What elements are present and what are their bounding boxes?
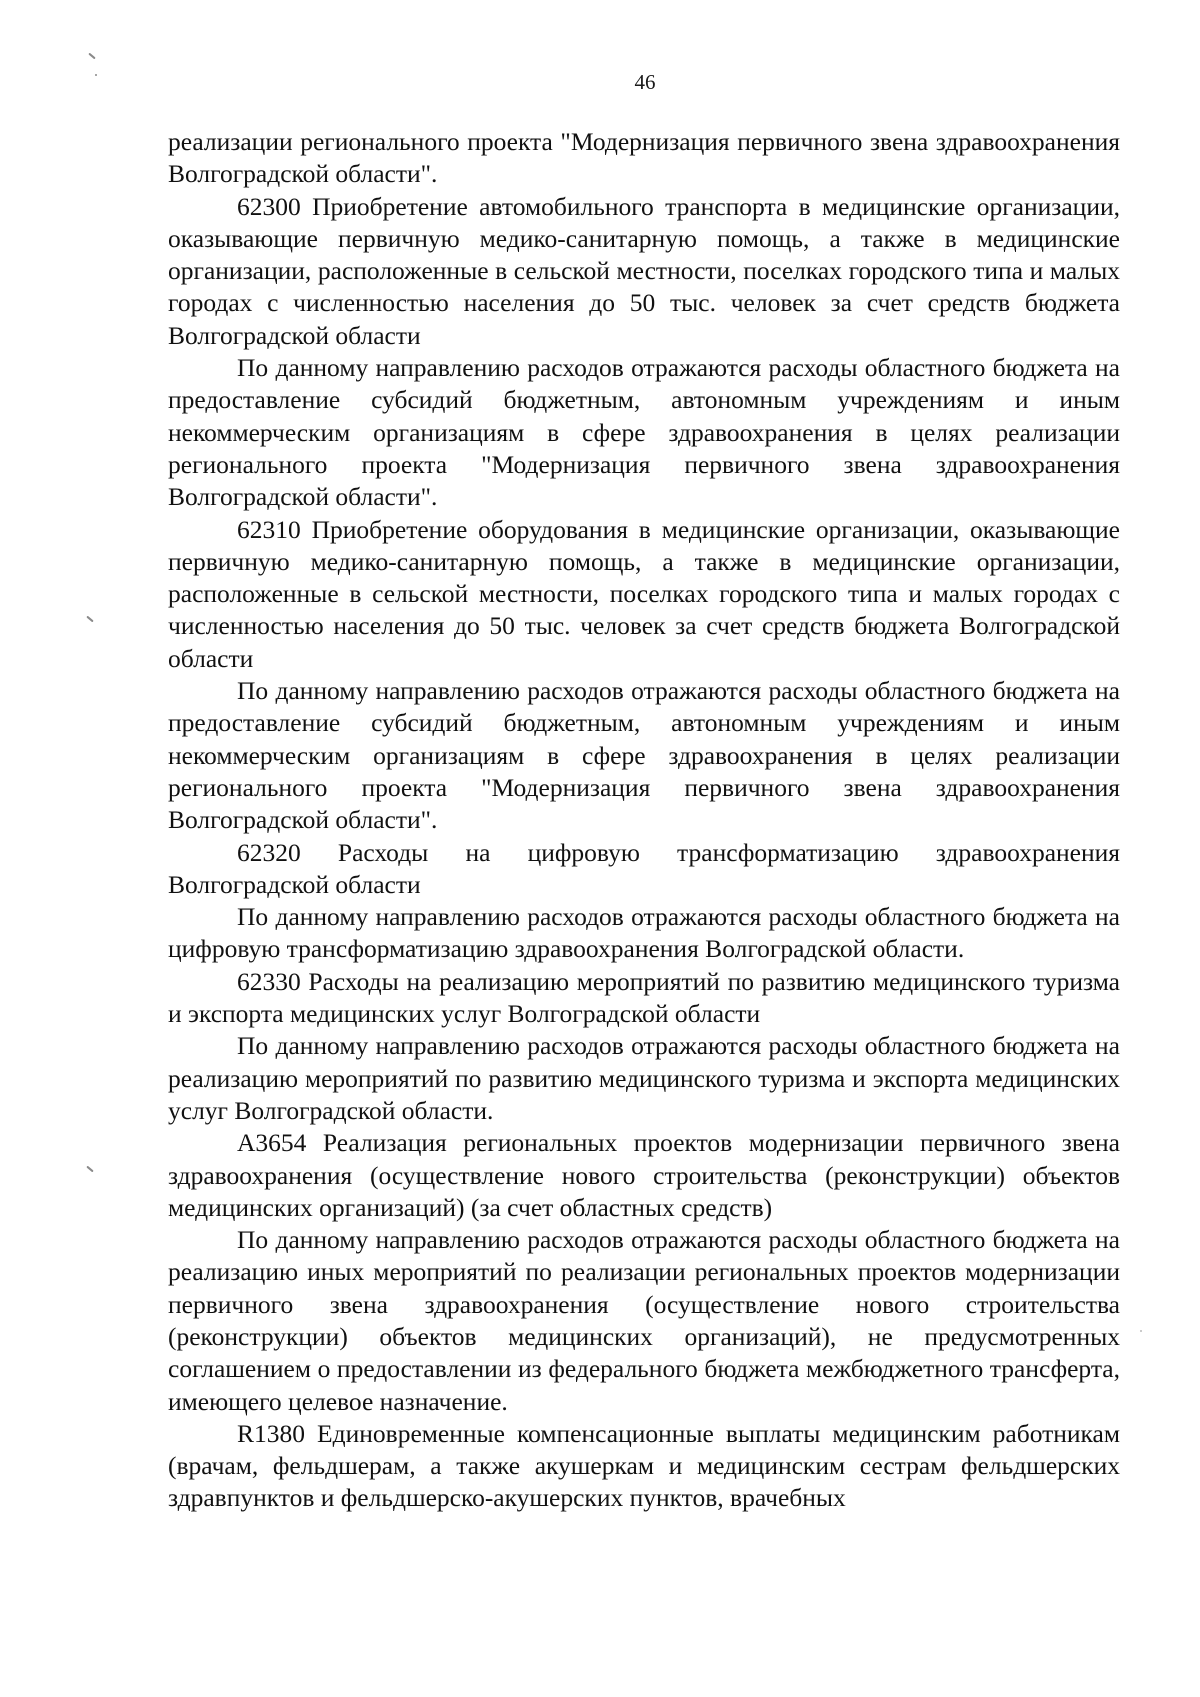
scan-speck [1140, 1330, 1142, 1332]
paragraph-code-62300: 62300 Приобретение автомобильного транспорта в медицинские организации, оказывающие первичную медико-санитарную помощь, а также в медицинские организации, расположенные в сельской местности, поселках городского типа и малых городах с численностью населения до 50 тыс. человек за счет средств бюджета Волгоградской области [168, 191, 1120, 350]
document-body [168, 126, 1120, 1515]
paragraph-code-62320: 62320 Расходы на цифровую трансформатизацию здравоохранения Волгоградской области [168, 837, 1120, 899]
paragraph-description: По данному направлению расходов отражаются расходы областного бюджета на реализацию мероприятий по развитию медицинского туризма и экспорта медицинских услуг Волгоградской области. [168, 1031, 1120, 1125]
paragraph-code-62310: 62310 Приобретение оборудования в медицинские организации, оказывающие первичную медико-санитарную помощь, а также в медицинские организации, расположенные в сельской местности, поселках городского типа и малых городах с численностью населения до 50 тыс. человек за счет средств бюджета Волгоградской области [168, 514, 1120, 673]
page-number: 46 [634, 70, 656, 94]
paragraph-description: По данному направлению расходов отражаются расходы областного бюджета на цифровую трансформатизацию здравоохранения Волгоградской области. [168, 902, 1120, 964]
paragraph-code-62330: 62330 Расходы на реализацию мероприятий по развитию медицинского туризма и экспорта медицинских услуг Волгоградской области [168, 966, 1120, 1029]
paragraph-description: По данному направлению расходов отражаются расходы областного бюджета на предоставление субсидий бюджетным, автономным учреждениям и иным некоммерческим организациям в сфере здравоохранения в целях реализации регионального проекта "Модернизация первичного звена здравоохранения Волгоградской области". [168, 353, 1120, 512]
paragraph-description: По данному направлению расходов отражаются расходы областного бюджета на реализацию иных мероприятий по реализации региональных проектов модернизации первичного звена здравоохранения (осуществление нового строительства (реконструкции) объектов медицинских организаций), не предусмотренных соглашением о предоставлении из федерального бюджета межбюджетного трансферта, имеющего целевое назначение. [168, 1225, 1120, 1416]
paragraph-description: По данному направлению расходов отражаются расходы областного бюджета на предоставление субсидий бюджетным, автономным учреждениям и иным некоммерческим организациям в сфере здравоохранения в целях реализации регионального проекта "Модернизация первичного звена здравоохранения Волгоградской области". [168, 676, 1120, 835]
scan-speck [86, 1166, 93, 1173]
paragraph-code-r1380: R1380 Единовременные компенсационные выплаты медицинским работникам (врачам, фельдшерам, а также акушеркам и медицинским сестрам фельдшерских здравпунктов и фельдшерско-акушерских пунктов, врачебных [168, 1418, 1120, 1513]
paragraph-code-a3654: А3654 Реализация региональных проектов модернизации первичного звена здравоохранения (осуществление нового строительства (реконструкции) объектов медицинских организаций) (за счет областных средств) [168, 1128, 1120, 1222]
scan-speck [88, 53, 95, 60]
paragraph-continuation: реализации регионального проекта "Модернизация первичного звена здравоохранения Волгоградской области". [168, 127, 1120, 189]
scan-speck [86, 616, 93, 623]
